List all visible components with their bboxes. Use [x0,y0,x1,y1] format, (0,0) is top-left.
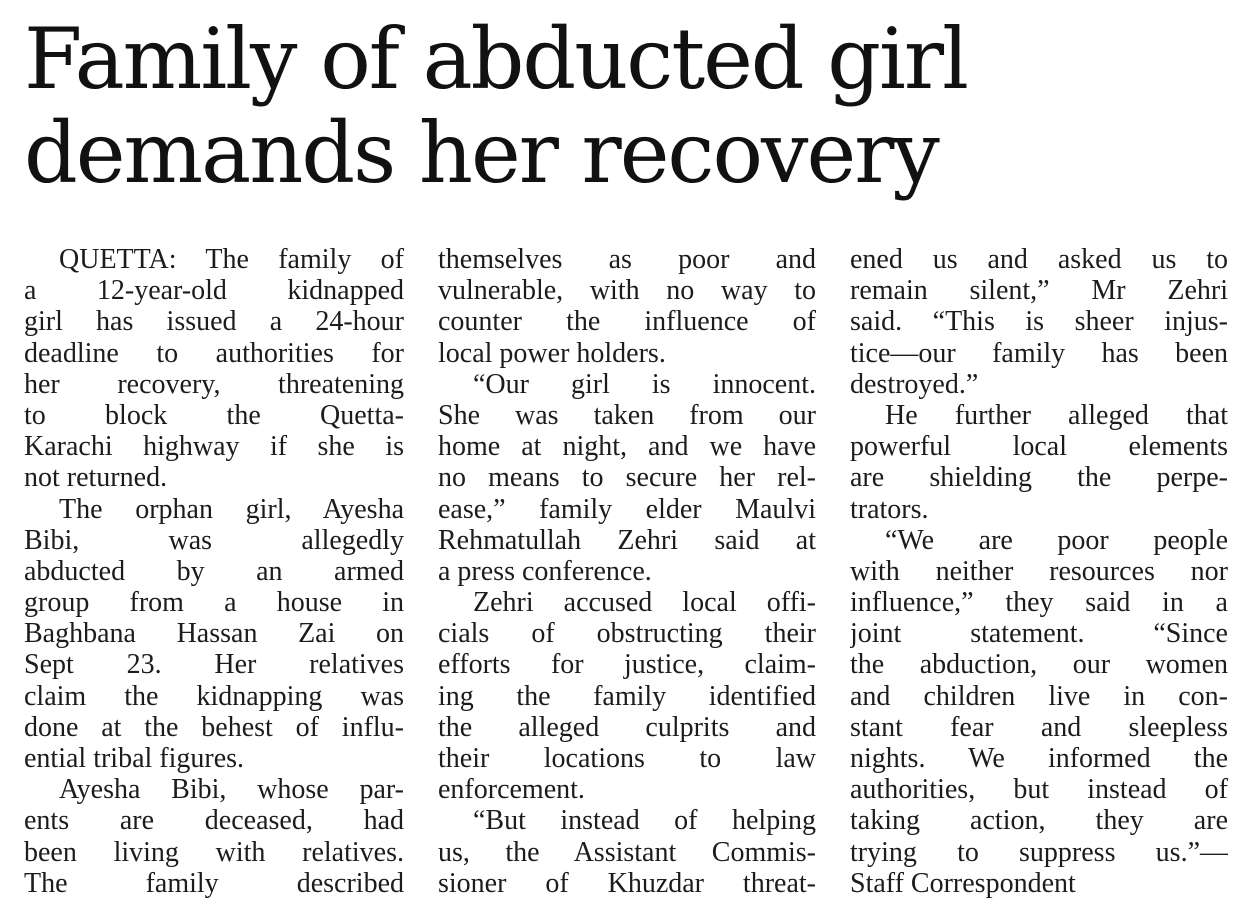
article-text-line: joint statement. “Since [850,618,1228,650]
article-text-line: He further alleged that [885,399,1228,431]
article-text-line: QUETTA: The family of [59,244,404,275]
article-text-line: the abduction, our women [850,649,1228,681]
article-text-line: The family described [24,867,404,899]
article-text-line: “But instead of helping [473,805,816,837]
article-text-line: vulnerable, with no way to [438,275,816,307]
article-text-line: girl has issued a 24-hour [24,306,404,338]
article-text-line: tice—our family has been [850,337,1228,369]
article-text-line: Zehri accused local offi- [473,587,816,619]
article-text-line: “We are poor people [885,524,1228,556]
article-text-line: us, the Assistant Commis- [438,836,816,868]
article-text-line: stant fear and sleepless [850,711,1228,743]
article-text-line: ents are deceased, had [24,805,404,837]
article-text-line: Karachi highway if she is [24,431,404,463]
article-text-line: The orphan girl, Ayesha [59,493,404,525]
article-text-line: to block the Quetta- [24,399,404,431]
article-text-line: sioner of Khuzdar threat- [438,867,816,899]
article-text-line: local power holders. [438,337,666,369]
article-column-2 [438,244,816,904]
article-text-line: influence,” they said in a [850,587,1228,619]
article-text-line: no means to secure her rel- [438,462,816,494]
article-text-line: counter the influence of [438,306,816,338]
article-text-line: “Our girl is innocent. [473,368,816,400]
article-text-line: done at the behest of influ- [24,711,404,743]
article-text-line: her recovery, threatening [24,368,404,400]
article-text-line: taking action, they are [850,805,1228,837]
article-text-line: ential tribal figures. [24,743,245,774]
article-text-line: trying to suppress us.”— [850,836,1228,868]
article-text-line: cials of obstructing their [438,618,816,650]
article-text-line: abducted by an armed [24,555,404,587]
headline-line-2: demands her recovery [24,104,938,202]
article-text-line: home at night, and we have [438,431,816,463]
article-text-line: powerful local elements [850,431,1228,463]
article-text-line: trators. [850,493,929,525]
article-text-line: She was taken from our [438,399,816,431]
article-text-line: destroyed.” [850,368,979,400]
article-text-line: ened us and asked us to [850,244,1228,275]
article-text-line: ease,” family elder Maulvi [438,493,816,525]
article-text-line: claim the kidnapping was [24,680,404,712]
article-text-line: Bibi, was allegedly [24,524,404,556]
article-column-1 [24,244,404,904]
article-text-line: said. “This is sheer injus- [850,306,1228,338]
article-text-line: a press conference. [438,555,652,587]
article-text-line: enforcement. [438,774,585,806]
article-text-line: group from a house in [24,587,404,619]
article-text-line: are shielding the perpe- [850,462,1228,494]
article-text-line: ing the family identified [438,680,816,712]
article-text-line: nights. We informed the [850,743,1228,774]
article-column-3 [850,244,1228,904]
article-text-line: Ayesha Bibi, whose par- [59,774,404,806]
article-text-line: their locations to law [438,743,816,774]
article-text-line: Staff Correspondent [850,867,1076,899]
article-text-line: themselves as poor and [438,244,816,275]
article-text-line: Sept 23. Her relatives [24,649,404,681]
article-text-line: been living with relatives. [24,836,404,868]
article-text-line: deadline to authorities for [24,337,404,369]
article-text-line: Rehmatullah Zehri said at [438,524,816,556]
article-text-line: authorities, but instead of [850,774,1228,806]
headline-line-1: Family of abducted girl [24,10,967,108]
article-text-line: and children live in con- [850,680,1228,712]
article-text-line: the alleged culprits and [438,711,816,743]
headline [24,12,1234,200]
article-text-line: a 12-year-old kidnapped [24,275,404,307]
article-text-line: Baghbana Hassan Zai on [24,618,404,650]
article-text-line: with neither resources nor [850,555,1228,587]
article-text-line: efforts for justice, claim- [438,649,816,681]
article-text-line: remain silent,” Mr Zehri [850,275,1228,307]
article-text-line: not returned. [24,462,168,494]
